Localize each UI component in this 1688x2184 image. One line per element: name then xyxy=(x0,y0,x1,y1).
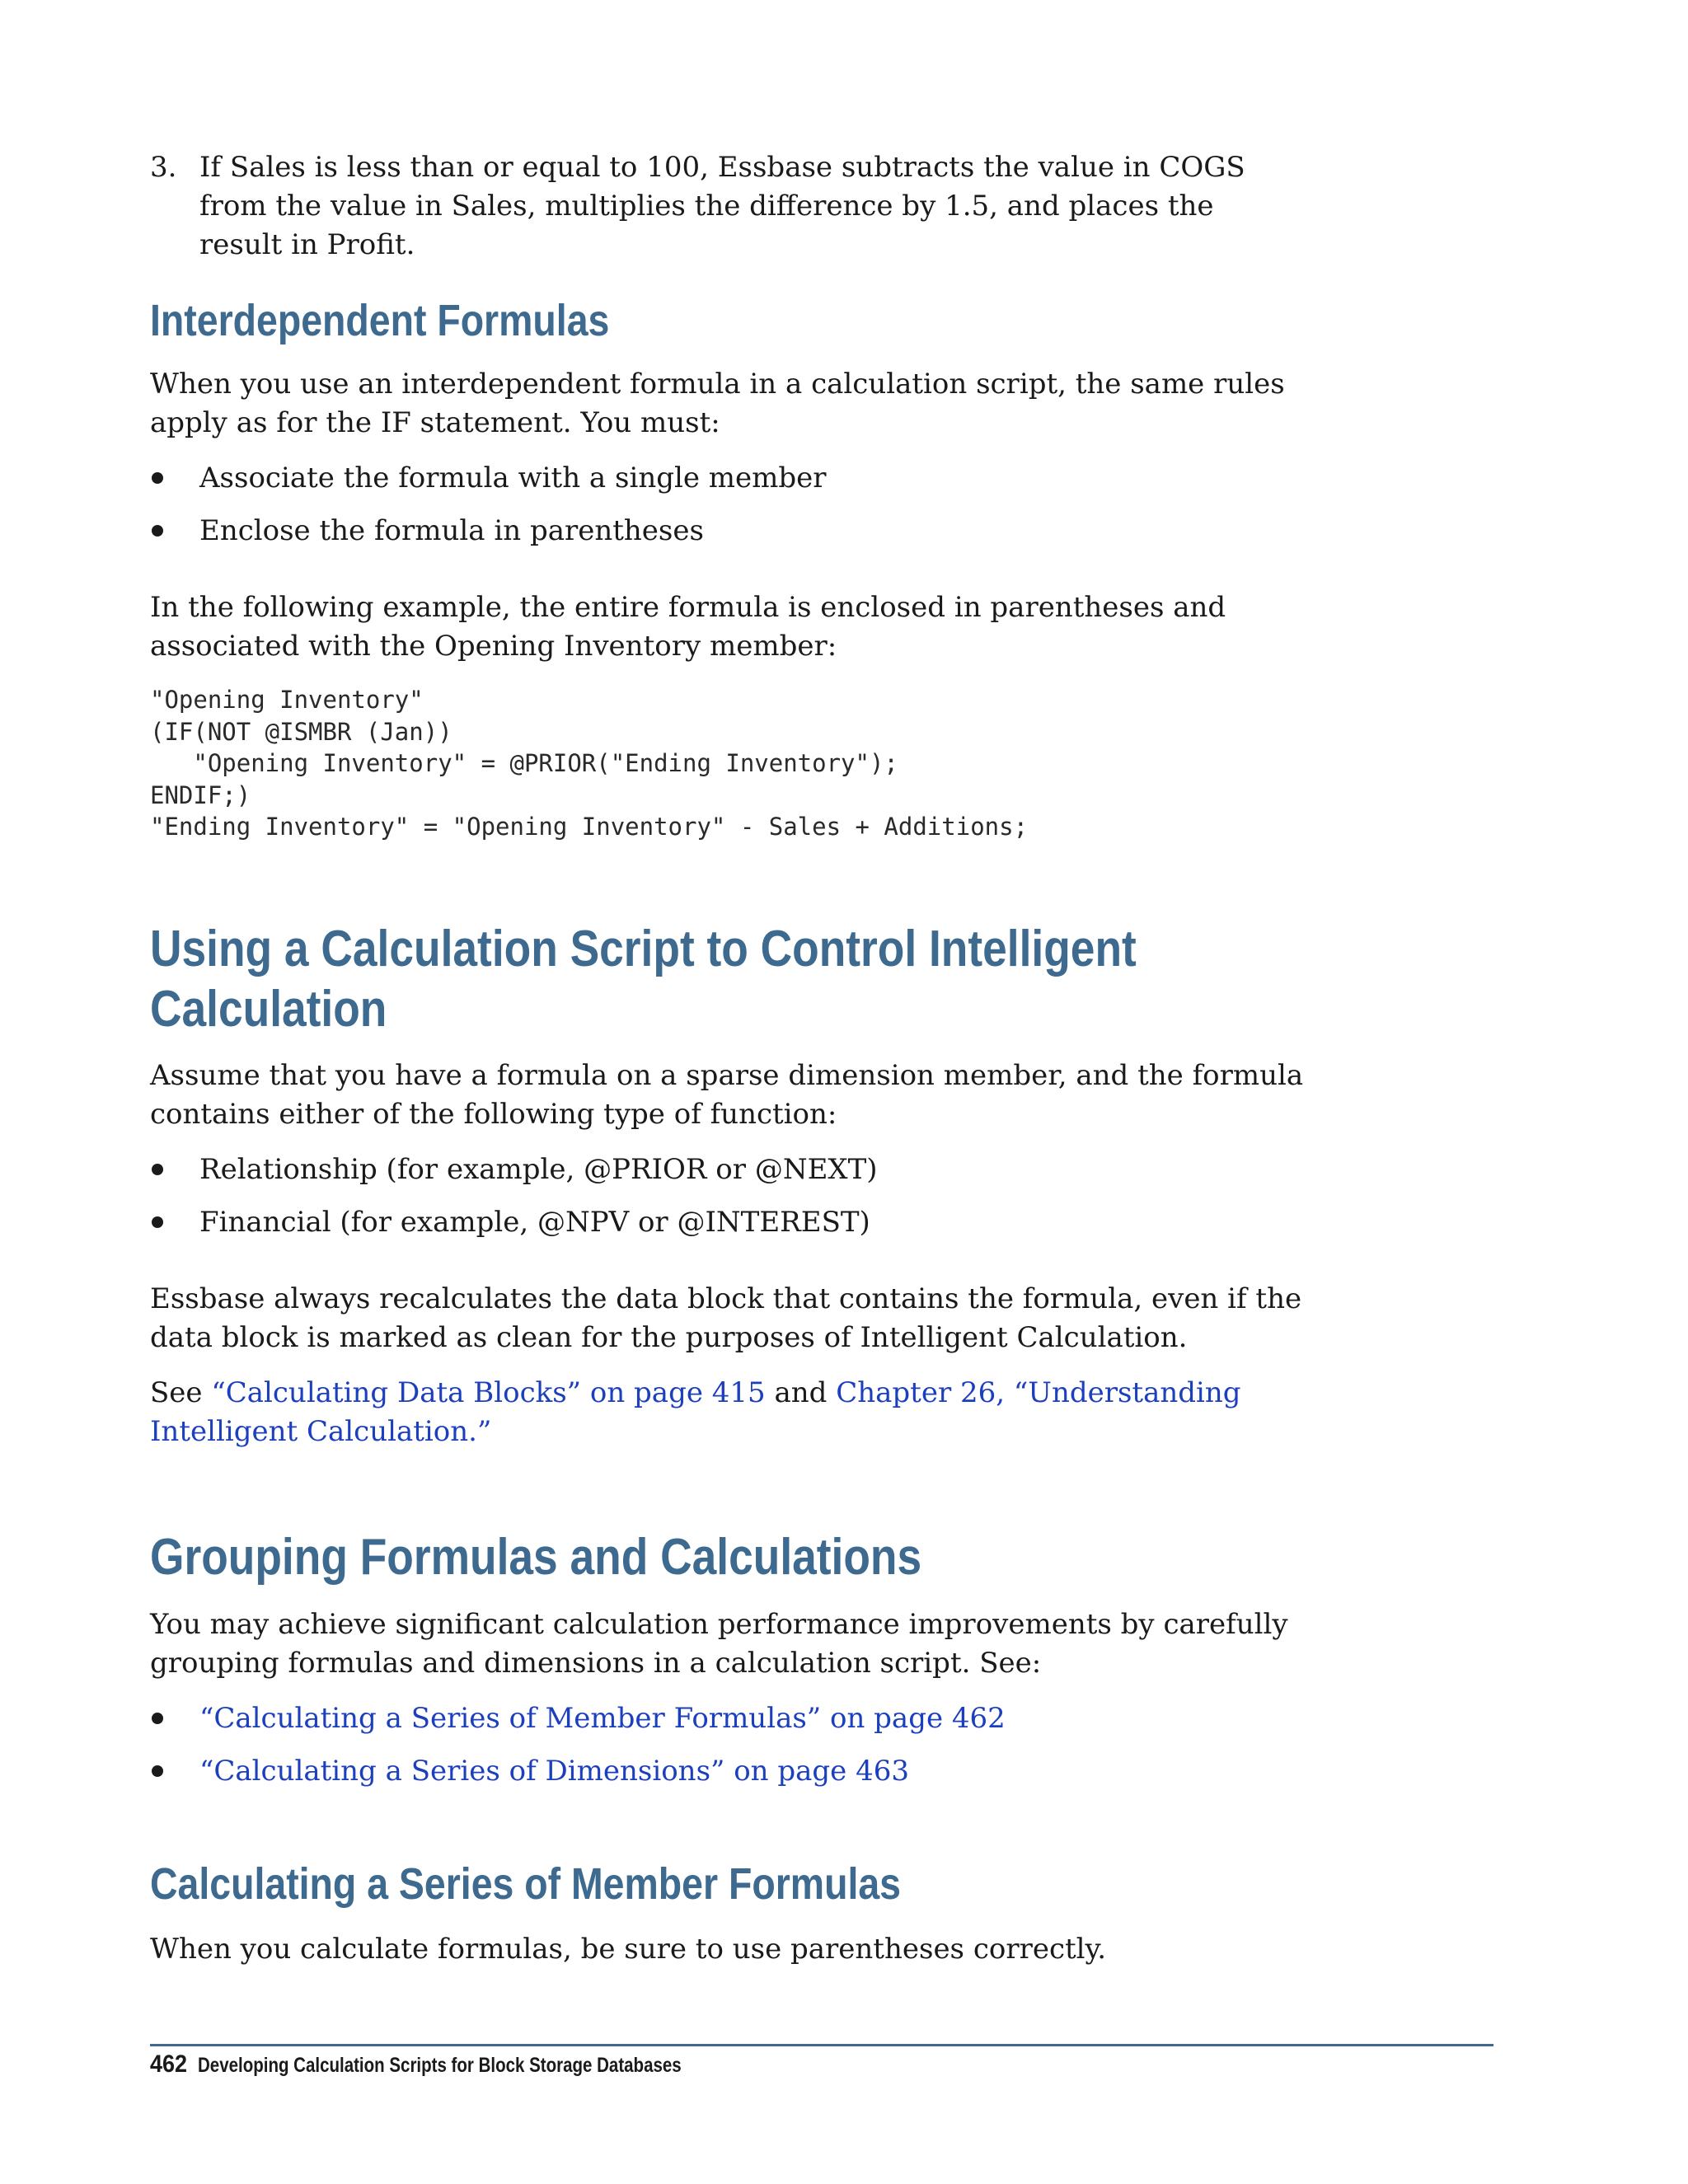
link-calculating-data-blocks[interactable]: “Calculating Data Blocks” on page 415 xyxy=(211,1376,766,1409)
bullet-dot-icon xyxy=(152,1164,163,1175)
link-chapter-26[interactable]: Chapter 26, “Understanding Intelligent Calculation.” xyxy=(150,1376,1241,1448)
footer-divider xyxy=(150,2044,1493,2046)
link-series-member-formulas[interactable]: “Calculating a Series of Member Formulas” on page 462 xyxy=(199,1702,1006,1735)
heading-intelligent-calculation: Using a Calculation Script to Control Intelligent Calculation xyxy=(150,921,1137,1038)
code-example: "Opening Inventory" (IF(NOT @ISMBR (Jan)) "Opening Inventory" = @PRIOR("Ending Inventory"); ENDIF;) "Ending Inventory" = "Opening Inventory" - Sales + Additions; xyxy=(150,686,1029,841)
bullet-text: Associate the formula with a single member xyxy=(199,462,827,494)
heading-series-member-formulas: Calculating a Series of Member Formulas xyxy=(150,1859,902,1909)
bullet-dot-icon xyxy=(152,472,163,484)
bullet-dot-icon xyxy=(152,525,163,537)
intelligent-intro: Assume that you have a formula on a sparse dimension member, and the formula contains either of the following type of function: xyxy=(150,1059,1304,1131)
bullet-text: Financial (for example, @NPV or @INTEREST) xyxy=(199,1206,870,1239)
grouping-intro: You may achieve significant calculation performance improvements by carefully grouping formulas and dimensions in a calculation script. See: xyxy=(150,1608,1288,1680)
example-intro: In the following example, the entire formula is enclosed in parentheses and associated with the Opening Inventory member: xyxy=(150,591,1226,663)
interdependent-intro: When you use an interdependent formula in a calculation script, the same rules apply as for the IF statement. You must: xyxy=(150,368,1285,439)
bullet-dot-icon xyxy=(152,1765,163,1777)
bullet-dot-icon xyxy=(152,1713,163,1724)
recalc-paragraph: Essbase always recalculates the data block that contains the formula, even if the data block is marked as clean for the purposes of Intelligent Calculation. xyxy=(150,1282,1302,1354)
link-series-dimensions[interactable]: “Calculating a Series of Dimensions” on page 463 xyxy=(199,1755,910,1788)
heading-interdependent-formulas: Interdependent Formulas xyxy=(150,296,610,345)
page-footer xyxy=(150,2050,788,2079)
bullet-dot-icon xyxy=(152,1216,163,1228)
see-prefix: See xyxy=(150,1376,212,1409)
see-references xyxy=(150,1374,1304,1451)
see-and: and xyxy=(765,1376,837,1409)
footer-chapter-title: Developing Calculation Scripts for Block Storage Databases xyxy=(198,2054,682,2077)
page-number: 462 xyxy=(150,2050,188,2078)
step-number: 3. xyxy=(150,151,177,184)
heading-grouping-formulas: Grouping Formulas and Calculations xyxy=(150,1529,922,1586)
step-text: If Sales is less than or equal to 100, Essbase subtracts the value in COGS from the value in Sales, multiplies the difference by 1.5, and places the result in Profit. xyxy=(199,151,1245,261)
bullet-text: Enclose the formula in parentheses xyxy=(199,514,704,547)
bullet-text: Relationship (for example, @PRIOR or @NEXT) xyxy=(199,1153,878,1186)
series-text: When you calculate formulas, be sure to use parentheses correctly. xyxy=(150,1933,1107,1966)
